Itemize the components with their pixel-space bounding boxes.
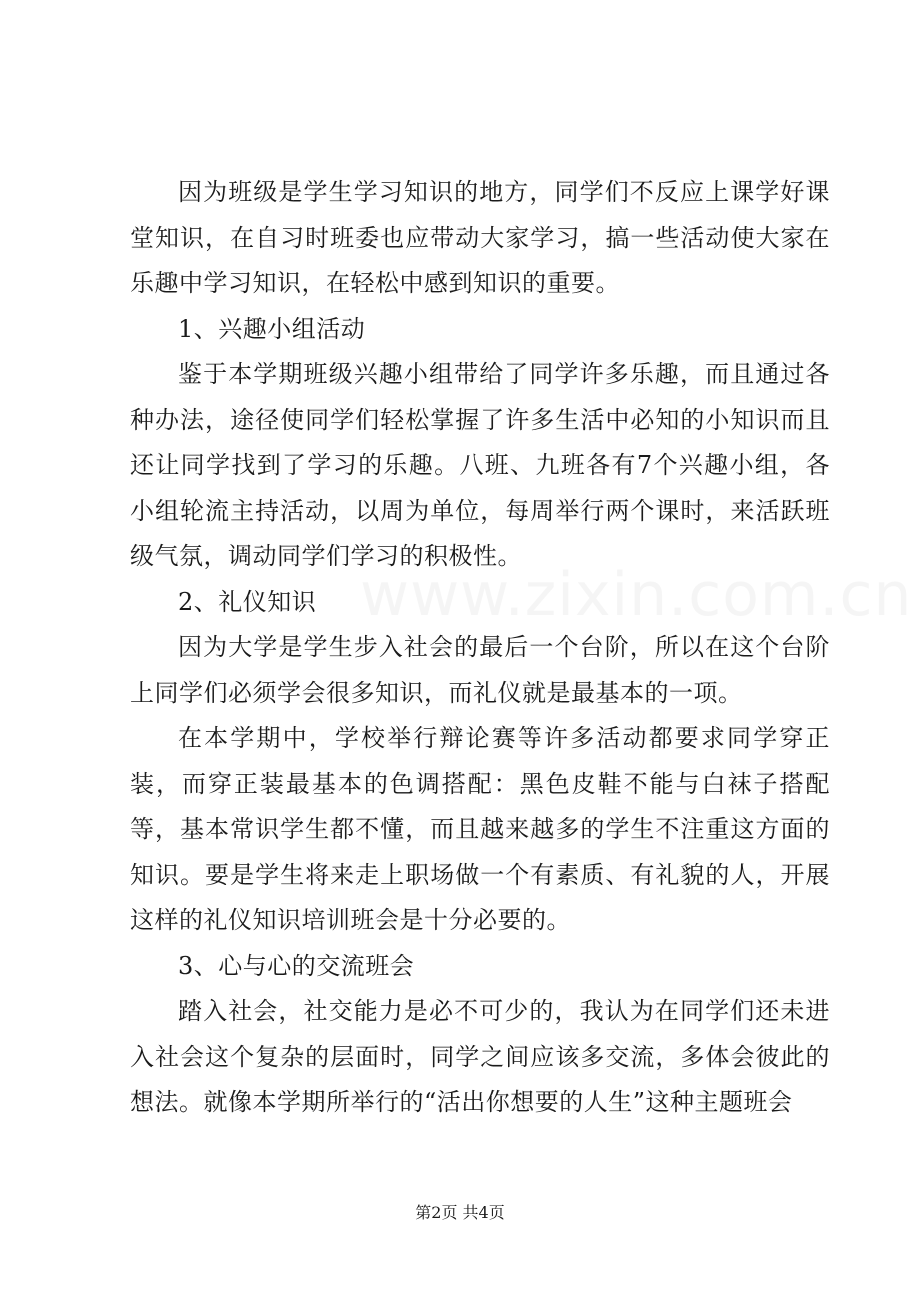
paragraph-heart-to-heart: 踏入社会，社交能力是必不可少的，我认为在同学们还未进入社会这个复杂的层面时，同学之间应该多交流，多体会彼此的想法。就像本学期所举行的“活出你想要的人生”这种主题班会 bbox=[130, 997, 830, 1116]
page-footer: 第2页 共4页 bbox=[415, 1203, 505, 1222]
paragraph-etiquette-2: 在本学期中，学校举行辩论赛等许多活动都要求同学穿正装，而穿正装最基本的色调搭配：黑色皮鞋不能与白袜子搭配等，基本常识学生都不懂，而且越来越多的学生不注重这方面的知识。要是学生将来走上职场做一个有素质、有礼貌的人，开展这样的礼仪知识培训班会是十分必要的。 bbox=[130, 724, 830, 934]
heading-heart-to-heart: 3、心与心的交流班会 bbox=[178, 951, 415, 980]
heading-etiquette: 2、礼仪知识 bbox=[178, 587, 317, 616]
watermark-text: www.zixin.com.cn bbox=[360, 560, 913, 630]
document-body bbox=[130, 170, 830, 1126]
heading-interest-groups: 1、兴趣小组活动 bbox=[178, 314, 366, 343]
paragraph-intro: 因为班级是学生学习知识的地方，同学们不反应上课学好课堂知识，在自习时班委也应带动大家学习，搞一些活动使大家在乐趣中学习知识，在轻松中感到知识的重要。 bbox=[130, 178, 830, 297]
paragraph-interest-groups: 鉴于本学期班级兴趣小组带给了同学许多乐趣，而且通过各种办法，途径使同学们轻松掌握了许多生活中必知的小知识而且还让同学找到了学习的乐趣。八班、九班各有7个兴趣小组，各小组轮流主持活动，以周为单位，每周举行两个课时，来活跃班级气氛，调动同学们学习的积极性。 bbox=[130, 360, 830, 570]
paragraph-etiquette-1: 因为大学是学生步入社会的最后一个台阶，所以在这个台阶上同学们必须学会很多知识，而礼仪就是最基本的一项。 bbox=[130, 633, 830, 707]
